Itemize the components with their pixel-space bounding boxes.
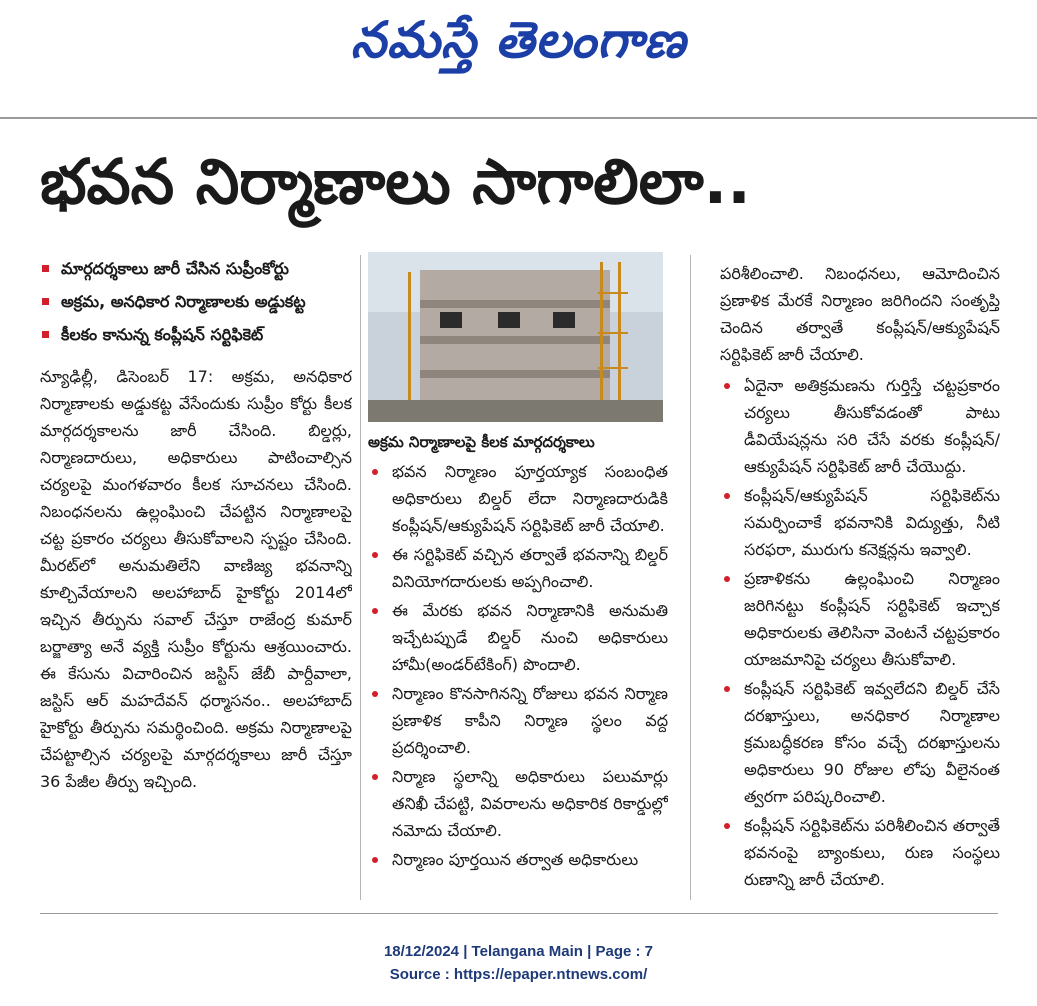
guideline-item: కంప్లీషన్ సర్టిఫికెట్ ఇవ్వలేదని బిల్డర్ చేసే దరఖాస్తులు, అనధికార నిర్మాణాల క్రమబద్ధీకరణ కోసం వచ్చే దరఖాస్తులను అధికారులు 90 రోజుల లోపు వీలైనంత త్వరగా పరిష్కరించాలి. [720, 675, 1000, 810]
bullet-dot-icon [724, 493, 730, 499]
bullet-dot-icon [372, 552, 378, 558]
guidelines-list-middle [368, 458, 668, 873]
photo-ground [368, 400, 663, 422]
photo-scaffold [598, 367, 628, 369]
bullet-dot-icon [372, 691, 378, 697]
footer-source-link[interactable]: Source : https://epaper.ntnews.com/ [389, 966, 648, 983]
highlight-item: కీలకం కానున్న కంప్లీషన్ సర్టిఫికెట్ [40, 318, 352, 351]
photo-window [498, 312, 520, 328]
right-column [720, 260, 1000, 900]
guideline-item: నిర్మాణం కొనసాగినన్ని రోజులు భవన నిర్మాణ ప్రణాళిక కాపీని నిర్మాణ స్థలం వద్ద ప్రదర్శించాలి. [368, 680, 668, 761]
guideline-item: ఈ సర్టిఫికెట్ వచ్చిన తర్వాతే భవనాన్ని బిల్డర్ వినియోగదారులకు అప్పగించాలి. [368, 541, 668, 595]
guideline-item: కంప్లీషన్/ఆక్యుపేషన్ సర్టిఫికెట్‌ను సమర్పించాకే భవనానికి విద్యుత్తు, నీటి సరఫరా, మురుగు కనెక్షన్లను ఇవ్వాలి. [720, 482, 1000, 563]
square-bullet-icon [42, 331, 49, 338]
guideline-item: ఈ మేరకు భవన నిర్మాణానికి అనుమతి ఇచ్చేటప్పుడే బిల్డర్ నుంచి అధికారులు హామీ(అండర్‌టేకింగ్) పొందాలి. [368, 597, 668, 678]
highlight-item: మార్గదర్శకాలు జారీ చేసిన సుప్రీంకోర్టు [40, 252, 352, 285]
photo-floor-slab [420, 300, 610, 308]
building-photo [368, 252, 663, 422]
bullet-dot-icon [724, 823, 730, 829]
masthead-divider [0, 117, 1037, 119]
bullet-dot-icon [372, 857, 378, 863]
guideline-item: కంప్లీషన్ సర్టిఫికెట్‌ను పరిశీలించిన తర్వాతే భవనంపై బ్యాంకులు, రుణ సంస్థలు రుణాన్ని జారీ చేయాలి. [720, 812, 1000, 893]
continuation-paragraph: పరిశీలించాలి. నిబంధనలు, ఆమోదించిన ప్రణాళిక మేరకే నిర్మాణం జరిగిందని సంతృప్తి చెందిన తర్వాతే కంప్లీషన్/ఆక్యుపేషన్ సర్టిఫికెట్ జారీ చేయాలి. [720, 264, 1000, 364]
photo-scaffold [408, 272, 411, 402]
photo-floor-slab [420, 370, 610, 378]
photo-floor-slab [420, 336, 610, 344]
square-bullet-icon [42, 265, 49, 272]
guideline-item: ఏదైనా అతిక్రమణను గుర్తిస్తే చట్టప్రకారం చర్యలు తీసుకోవడంతో పాటు డీవియేషన్లను సరి చేసే వరకు కంప్లీషన్/ఆక్యుపేషన్ సర్టిఫికెట్ జారీ చేయొద్దు. [720, 372, 1000, 480]
bullet-dot-icon [724, 686, 730, 692]
lead-paragraph: న్యూఢిల్లీ, డిసెంబర్ 17: అక్రమ, అనధికార నిర్మాణాలకు అడ్డుకట్ట వేసేందుకు సుప్రీం కోర్టు కీలక మార్గదర్శకాలను జారీ చేసింది. బిల్డర్లు, నిర్మాణదారులు, అధికారులు పాటించాల్సిన చర్యలపై మంగళవారం కీలక సూచనలు చేసింది. నిబంధనలను ఉల్లంఘించి చేపట్టిన నిర్మాణాలపై చట్ట ప్రకారం చర్యలు తీసుకోవాలని స్పష్టం చేసింది. మీరట్‌లో అనుమతిలేని వాణిజ్య భవనాన్ని కూల్చివేయాలని అలహాబాద్ హైకోర్టు 2014లో ఇచ్చిన తీర్పును సవాల్ చేస్తూ రాజేంద్ర కుమార్ బర్జాత్యా అనే వ్యక్తి సుప్రీం కోర్టును ఆశ్రయించారు. ఈ కేసును విచారించిన జస్టిస్ జేబీ పార్దీవాలా, జస్టిస్ ఆర్ మహదేవన్ ధర్మాసనం.. అలహాబాద్ హైకోర్టు తీర్పును సమర్థించింది. అక్రమ నిర్మాణాలపై చేపట్టాల్సిన చర్యలపై మార్గదర్శకాలు జారీ చేస్తూ 36 పేజీల తీర్పు ఇచ్చింది. [40, 367, 352, 791]
guidelines-list-right [720, 372, 1000, 893]
photo-caption: అక్రమ నిర్మాణాలపై కీలక మార్గదర్శకాలు [368, 433, 595, 451]
photo-building [420, 270, 610, 400]
bullet-dot-icon [372, 469, 378, 475]
guideline-item: ప్రణాళికను ఉల్లంఘించి నిర్మాణం జరిగినట్టు కంప్లీషన్ సర్టిఫికెట్ ఇచ్చాక అధికారులకు తెలిసినా వెంటనే చట్టప్రకారం యాజమానిపై చర్యలు తీసుకోవాలి. [720, 565, 1000, 673]
highlights-list [40, 252, 352, 351]
column-divider [690, 255, 691, 900]
guideline-item: నిర్మాణం పూర్తయిన తర్వాత అధికారులు [368, 846, 668, 873]
left-column [40, 252, 352, 902]
bullet-dot-icon [372, 774, 378, 780]
bullet-dot-icon [724, 576, 730, 582]
article-headline: భవన నిర్మాణాలు సాగాలిలా.. [40, 145, 751, 218]
column-divider [360, 255, 361, 900]
masthead [0, 0, 1037, 108]
guideline-item: భవన నిర్మాణం పూర్తయ్యాక సంబంధిత అధికారులు బిల్డర్ లేదా నిర్మాణదారుడికి కంప్లీషన్/ఆక్యుపేషన్ సర్టిఫికెట్ జారీ చేయాలి. [368, 458, 668, 539]
masthead-logo: నమస్తే తెలంగాణ [350, 10, 687, 69]
bullet-dot-icon [372, 608, 378, 614]
footer-divider [40, 913, 998, 914]
bullet-dot-icon [724, 383, 730, 389]
photo-window [440, 312, 462, 328]
middle-column [368, 252, 668, 902]
footer-edition-info: 18/12/2024 | Telangana Main | Page : 7 [383, 943, 654, 960]
photo-scaffold [598, 332, 628, 334]
highlight-item: అక్రమ, అనధికార నిర్మాణాలకు అడ్డుకట్ట [40, 285, 352, 318]
guideline-item: నిర్మాణ స్థలాన్ని అధికారులు పలుమార్లు తనిఖీ చేపట్టి, వివరాలను అధికారిక రికార్డుల్లో నమోదు చేయాలి. [368, 763, 668, 844]
square-bullet-icon [42, 298, 49, 305]
photo-window [553, 312, 575, 328]
photo-scaffold [598, 292, 628, 294]
